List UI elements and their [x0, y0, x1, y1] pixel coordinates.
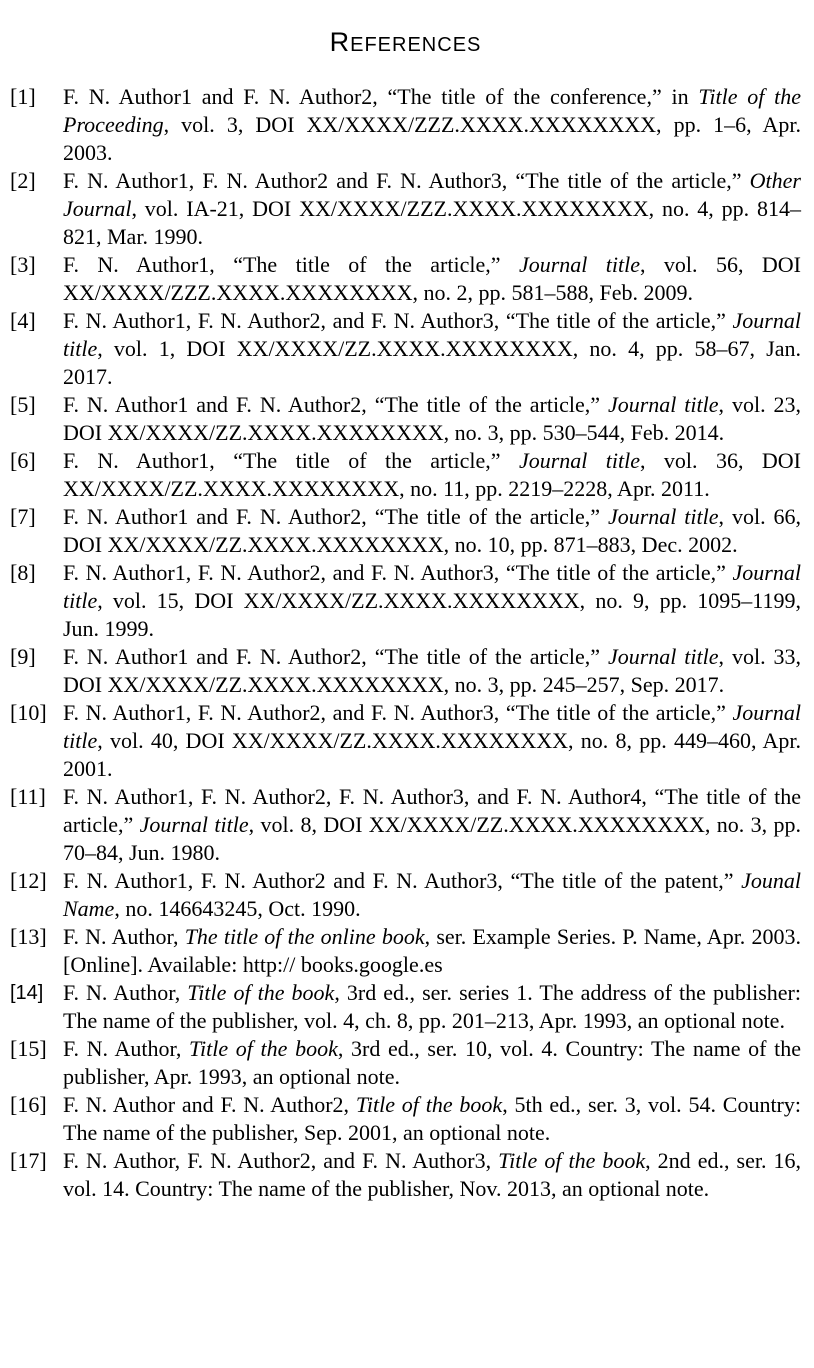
- reference-text: F. N. Author, F. N. Author2, and F. N. Author3, Title of the book, 2nd ed., ser. 16, vol. 14. Country: The name of the publisher, Nov. 2013, an optional note.: [63, 1148, 801, 1201]
- reference-text: F. N. Author1, F. N. Author2, F. N. Author3, and F. N. Author4, “The title of the article,” Journal title, vol. 8, DOI XX/XXXX/ZZ.XXXX.XXXXXXXX, no. 3, pp. 70–84, Jun. 1980.: [63, 784, 801, 865]
- reference-text: F. N. Author1, F. N. Author2, and F. N. Author3, “The title of the article,” Journal title, vol. 40, DOI XX/XXXX/ZZ.XXXX.XXXXXXXX, no. 8, pp. 449–460, Apr. 2001.: [63, 700, 801, 781]
- reference-item: [10, 559, 801, 643]
- reference-number: [7]: [10, 504, 36, 529]
- reference-number: [17]: [10, 1148, 47, 1173]
- reference-text: F. N. Author1 and F. N. Author2, “The title of the conference,” in Title of the Proceeding, vol. 3, DOI XX/XXXX/ZZZ.XXXX.XXXXXXXX, pp. 1–6, Apr. 2003.: [63, 84, 801, 165]
- reference-text: F. N. Author1, “The title of the article,” Journal title, vol. 36, DOI XX/XXXX/ZZ.XXXX.XXXXXXXX, no. 11, pp. 2219–2228, Apr. 2011.: [63, 448, 801, 501]
- reference-number: [15]: [10, 1036, 47, 1061]
- italic-title: Journal title: [63, 560, 801, 613]
- reference-item: [10, 923, 801, 979]
- reference-number: [4]: [10, 308, 36, 333]
- reference-item: [10, 447, 801, 503]
- italic-title: Journal title: [607, 644, 719, 669]
- reference-text: F. N. Author1, F. N. Author2 and F. N. Author3, “The title of the article,” Other Journal, vol. IA-21, DOI XX/XXXX/ZZZ.XXXX.XXXXXXXX, no. 4, pp. 814–821, Mar. 1990.: [63, 168, 801, 249]
- reference-item: [10, 503, 801, 559]
- reference-number: [1]: [10, 84, 36, 109]
- reference-number: [3]: [10, 252, 36, 277]
- italic-title: Title of the book: [187, 980, 335, 1005]
- reference-item: [10, 783, 801, 867]
- italic-title: Journal title: [518, 252, 641, 277]
- italic-title: The title of the online book: [184, 924, 425, 949]
- reference-item: [10, 391, 801, 447]
- reference-number: [2]: [10, 168, 36, 193]
- italic-title: Journal title: [607, 392, 719, 417]
- reference-text: F. N. Author1, F. N. Author2, and F. N. Author3, “The title of the article,” Journal title, vol. 15, DOI XX/XXXX/ZZ.XXXX.XXXXXXXX, no. 9, pp. 1095–1199, Jun. 1999.: [63, 560, 801, 641]
- reference-text: F. N. Author, Title of the book, 3rd ed., ser. 10, vol. 4. Country: The name of the publisher, Apr. 1993, an optional note.: [63, 1036, 801, 1089]
- reference-text: F. N. Author and F. N. Author2, Title of the book, 5th ed., ser. 3, vol. 54. Country: The name of the publisher, Sep. 2001, an optional note.: [63, 1092, 801, 1145]
- italic-title: Title of the book: [355, 1092, 503, 1117]
- reference-item: [10, 643, 801, 699]
- reference-number: [10]: [10, 700, 47, 725]
- reference-text: F. N. Author, Title of the book, 3rd ed., ser. series 1. The address of the publisher: The name of the publisher, vol. 4, ch. 8, pp. 201–213, Apr. 1993, an optional note.: [63, 980, 801, 1033]
- reference-item: [10, 83, 801, 167]
- reference-text: F. N. Author, The title of the online book, ser. Example Series. P. Name, Apr. 2003. [Online]. Available: http:// books.google.es: [63, 924, 801, 977]
- italic-title: Jounal Name: [63, 868, 801, 921]
- italic-title: Title of the book: [498, 1148, 646, 1173]
- reference-number: [13]: [10, 924, 47, 949]
- reference-number: [14]: [10, 982, 44, 1004]
- reference-item: [10, 867, 801, 923]
- reference-item: [10, 307, 801, 391]
- reference-text: F. N. Author1, “The title of the article,” Journal title, vol. 56, DOI XX/XXXX/ZZZ.XXXX.XXXXXXXX, no. 2, pp. 581–588, Feb. 2009.: [63, 252, 801, 305]
- reference-number: [16]: [10, 1092, 47, 1117]
- reference-text: F. N. Author1, F. N. Author2, and F. N. Author3, “The title of the article,” Journal title, vol. 1, DOI XX/XXXX/ZZ.XXXX.XXXXXXXX, no. 4, pp. 58–67, Jan. 2017.: [63, 308, 801, 389]
- reference-text: F. N. Author1, F. N. Author2 and F. N. Author3, “The title of the patent,” Jounal Name, no. 146643245, Oct. 1990.: [63, 868, 801, 921]
- reference-number: [5]: [10, 392, 36, 417]
- italic-title: Journal title: [63, 308, 801, 361]
- page-title: REFERENCES: [329, 27, 482, 57]
- reference-item: [10, 1091, 801, 1147]
- italic-title: Journal title: [63, 700, 801, 753]
- reference-item: [10, 699, 801, 783]
- reference-item: [10, 251, 801, 307]
- italic-title: Other Journal: [63, 168, 801, 221]
- reference-text: F. N. Author1 and F. N. Author2, “The title of the article,” Journal title, vol. 66, DOI XX/XXXX/ZZ.XXXX.XXXXXXXX, no. 10, pp. 871–883, Dec. 2002.: [63, 504, 801, 557]
- italic-title: Journal title: [607, 504, 719, 529]
- reference-number: [12]: [10, 868, 47, 893]
- reference-text: F. N. Author1 and F. N. Author2, “The title of the article,” Journal title, vol. 23, DOI XX/XXXX/ZZ.XXXX.XXXXXXXX, no. 3, pp. 530–544, Feb. 2014.: [63, 392, 801, 445]
- reference-item: [10, 979, 801, 1035]
- reference-text: F. N. Author1 and F. N. Author2, “The title of the article,” Journal title, vol. 33, DOI XX/XXXX/ZZ.XXXX.XXXXXXXX, no. 3, pp. 245–257, Sep. 2017.: [63, 644, 801, 697]
- reference-number: [9]: [10, 644, 36, 669]
- italic-title: Title of the book: [189, 1036, 338, 1061]
- reference-number: [11]: [10, 784, 46, 809]
- italic-title: Title of the Proceeding: [63, 84, 801, 137]
- reference-item: [10, 167, 801, 251]
- reference-number: [8]: [10, 560, 36, 585]
- reference-item: [10, 1147, 801, 1203]
- italic-title: Journal title: [139, 812, 249, 837]
- italic-title: Journal title: [518, 448, 641, 473]
- reference-number: [6]: [10, 448, 36, 473]
- reference-item: [10, 1035, 801, 1091]
- reference-list: [10, 83, 801, 1203]
